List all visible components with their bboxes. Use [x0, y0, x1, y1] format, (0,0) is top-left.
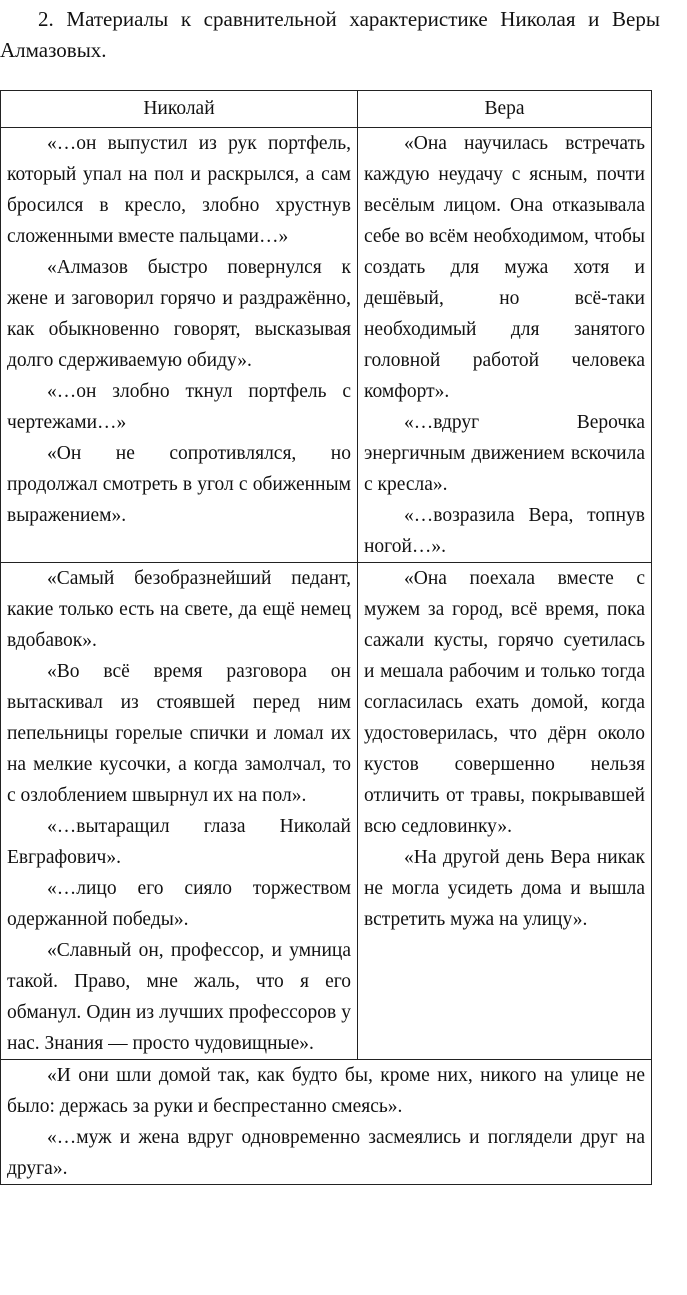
- table-row: [1, 128, 652, 563]
- quote: «…он злобно ткнул портфель с чертежами…»: [7, 381, 351, 433]
- nikolai-cell: [1, 128, 358, 563]
- vera-cell: [358, 563, 652, 1060]
- table-header-row: [1, 91, 652, 128]
- vera-cell: [358, 128, 652, 563]
- quote: «Она поехала вместе с мужем за город, всё время, пока сажали кусты, горячо суетилась и мешала рабочим и только тогда согласилась ехать домой, когда удостоверилась, что дёрн около кустов совершенно нельзя отличить от травы, покрывавшей всю седловинку».: [364, 568, 645, 837]
- quote: «Она научилась встречать каждую неудачу с ясным, почти весёлым лицом. Она отказывала себе во всём необходимом, чтобы создать для мужа хотя и дешёвый, но всё-таки необходимый для занятого головной работой человека комфорт».: [364, 133, 645, 402]
- quote: «…лицо его сияло торжеством одержанной победы».: [7, 878, 351, 930]
- comparison-table: [0, 90, 652, 1185]
- nikolai-cell: [1, 563, 358, 1060]
- shared-cell: [1, 1060, 652, 1185]
- quote: «…вдруг Верочка энергичным движением вскочила с кресла».: [364, 412, 645, 495]
- quote: «Славный он, профессор, и умница такой. Право, мне жаль, что я его обманул. Один из лучших профессоров у нас. Знания — просто чудовищные».: [7, 940, 351, 1054]
- column-header-nikolai: Николай: [1, 91, 358, 128]
- quote: «…возразила Вера, топнув ногой…».: [364, 505, 645, 557]
- quote: «Во всё время разговора он вытаскивал из стоявшей перед ним пепельницы горелые спички и ломал их на мелкие кусочки, а когда замолчал, то с озлоблением швырнул их на пол».: [7, 661, 351, 806]
- quote: «Алмазов быстро повернулся к жене и заговорил горячо и раздражённо, как обыкновенно говорят, высказывая долго сдерживаемую обиду».: [7, 257, 351, 371]
- table-row: [1, 563, 652, 1060]
- quote: «Он не сопротивлялся, но продолжал смотреть в угол с обиженным выражением».: [7, 443, 351, 526]
- quote: «…муж и жена вдруг одновременно засмеялись и поглядели друг на друга».: [7, 1127, 645, 1179]
- table-row-shared: [1, 1060, 652, 1185]
- quote: «Самый безобразнейший педант, какие только есть на свете, да ещё немец вдобавок».: [7, 568, 351, 651]
- quote: «…вытаращил глаза Николай Евграфович».: [7, 816, 351, 868]
- exercise-heading: 2. Материалы к сравнительной характеристике Николая и Веры Алмазовых.: [0, 7, 660, 62]
- quote: «На другой день Вера никак не могла усидеть дома и вышла встретить мужа на улицу».: [364, 847, 645, 930]
- quote: «И они шли домой так, как будто бы, кроме них, никого на улице не было: держась за руки и беспрестанно смеясь».: [7, 1065, 645, 1117]
- quote: «…он выпустил из рук портфель, который упал на пол и раскрылся, а сам бросился в кресло, злобно хрустнув сложенными вместе пальцами…»: [7, 133, 351, 247]
- column-header-vera: Вера: [358, 91, 652, 128]
